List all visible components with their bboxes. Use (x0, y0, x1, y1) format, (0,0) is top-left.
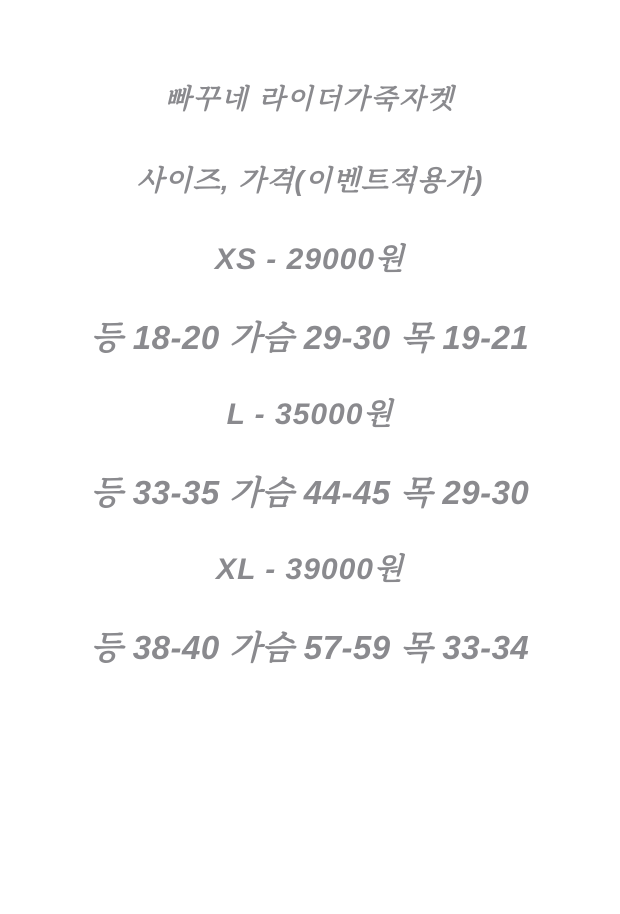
size-price-l: L - 35000원 (226, 398, 394, 431)
text-block (0, 86, 620, 664)
measurements-l: 등 33-35 가슴 44-45 목 29-30 (90, 474, 530, 511)
product-title: 빠꾸네 라이더가죽자켓 (164, 84, 456, 114)
size-price-xl: XL - 39000원 (216, 553, 404, 586)
size-price-heading: 사이즈, 가격(이벤트적용가) (136, 165, 484, 196)
measurements-xl: 등 38-40 가슴 57-59 목 33-34 (90, 629, 530, 666)
measurements-xs: 등 18-20 가슴 29-30 목 19-21 (90, 319, 530, 356)
size-price-xs: XS - 29000원 (214, 243, 406, 276)
